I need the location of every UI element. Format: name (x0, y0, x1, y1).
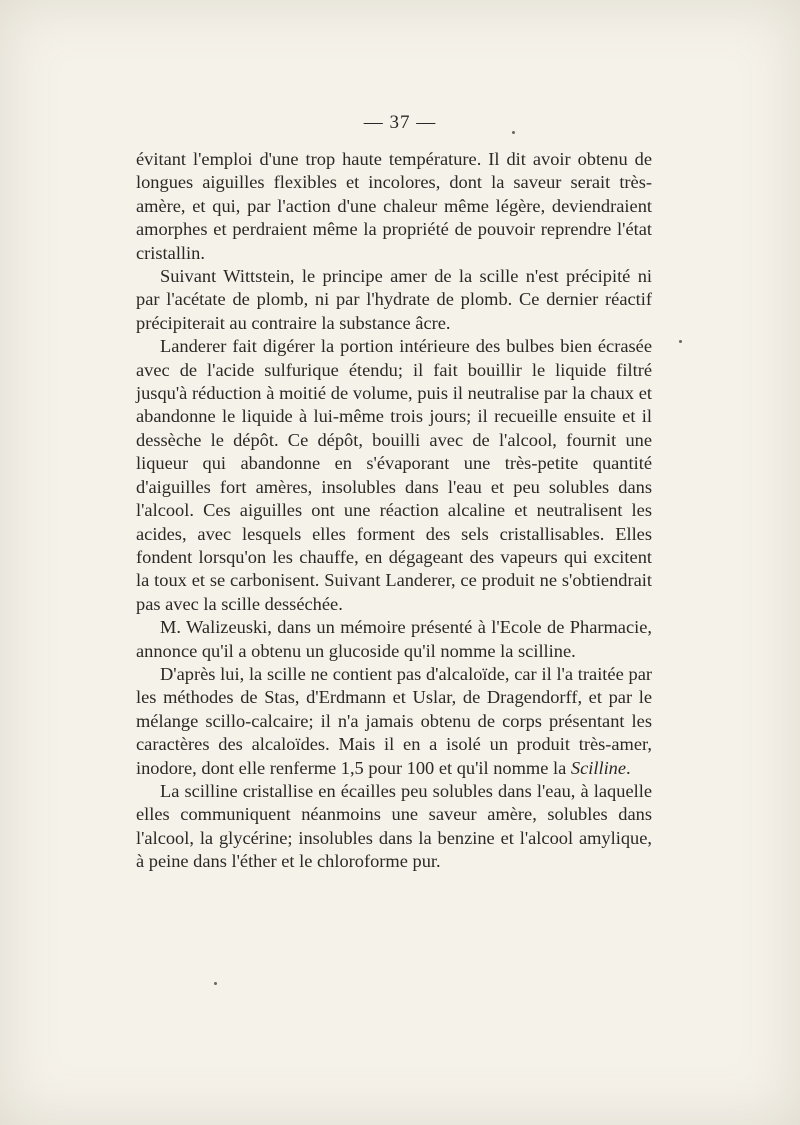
paragraph-5 (136, 663, 652, 780)
paragraph-2: Suivant Wittstein, le principe amer de la scille n'est précipité ni par l'acétate de plomb, ni par l'hydrate de plomb. Ce dernier réactif précipiterait au contraire la substance âcre. (136, 266, 652, 333)
paragraph-5-tail: . (626, 757, 631, 778)
paragraph-4: M. Walizeuski, dans un mémoire présenté à l'Ecole de Pharmacie, annonce qu'il a obtenu un glucoside qu'il nomme la scilline. (136, 617, 652, 661)
page-number: — 37 — (363, 112, 437, 133)
paragraph-3: Landerer fait digérer la portion intérieure des bulbes bien écrasée avec de l'acide sulfurique étendu; il fait bouillir le liquide filtré jusqu'à réduction à moitié de volume, puis il neutralise par la chaux et abandonne le liquide à lui-même trois jours; il recueille ensuite et il dessèche le dépôt. Ce dépôt, bouilli avec de l'alcool, fournit une liqueur qui abandonne en s'évaporant une très-petite quantité d'aiguilles fort amères, insolubles dans l'eau et peu solubles dans l'alcool. Ces aiguilles ont une réaction alcaline et neutralisent les acides, avec lesquels elles forment des sels cristallisables. Elles fondent lorsqu'on les chauffe, en dégageant des vapeurs qui excitent la toux et se carbonisent. Suivant Landerer, ce produit ne s'obtiendrait pas avec la scille desséchée. (136, 336, 652, 614)
paragraph-5-text: D'après lui, la scille ne contient pas d'alcaloïde, car il l'a traitée par les méthodes de Stas, d'Erdmann et Uslar, de Dragendorff, et par le mélange scillo-calcaire; il n'a jamais obtenu de corps présentant les caractères des alcaloïdes. Mais il en a isolé un produit très-amer, inodore, dont elle renferme 1,5 pour 100 et qu'il nomme la (136, 663, 652, 778)
paper-speck (679, 340, 682, 343)
paragraph-1: évitant l'emploi d'une trop haute température. Il dit avoir obtenu de longues aiguilles flexibles et incolores, dont la saveur serait très-amère, et qui, par l'action d'une chaleur même légère, deviendraient amorphes et perdraient même la propriété de pouvoir reprendre l'état cristallin. (136, 149, 652, 263)
paper-speck (512, 131, 515, 134)
body-text (136, 148, 652, 874)
paper-speck (214, 982, 217, 985)
scilline-term: Scilline (570, 757, 627, 778)
paragraph-6: La scilline cristallise en écailles peu solubles dans l'eau, à laquelle elles communiquent néanmoins une saveur amère, solubles dans l'alcool, la glycérine; insolubles dans la benzine et l'alcool amylique, à peine dans l'éther et le chloroforme pur. (136, 780, 652, 872)
